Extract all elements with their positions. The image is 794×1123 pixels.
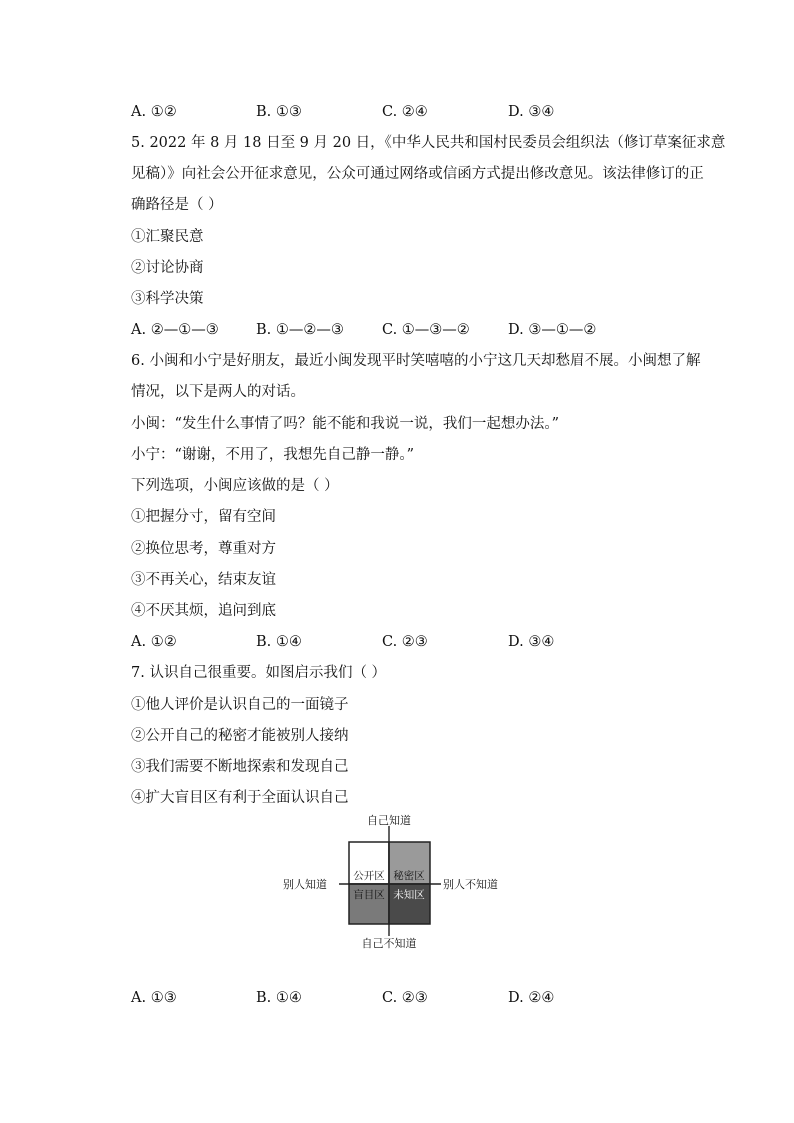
blind-area-label: 盲目区 <box>353 889 385 901</box>
q6-dialogue-1: 小闽：“发生什么事情了吗？能不能和我说一说，我们一起想办法。” <box>131 416 560 432</box>
q7-option-b[interactable]: B. ①④ <box>256 990 302 1006</box>
q5-item-2: ②讨论协商 <box>131 260 204 276</box>
q6-option-a[interactable]: A. ①② <box>131 634 177 650</box>
q6-dialogue-2: 小宁：“谢谢，不用了，我想先自己静一静。” <box>131 447 415 463</box>
top-axis-label: 自己知道 <box>367 814 411 827</box>
q7-option-d[interactable]: D. ②④ <box>508 990 555 1006</box>
right-axis-label: 别人不知道 <box>443 878 498 891</box>
q5-item-1: ①汇聚民意 <box>131 229 204 245</box>
left-axis-label: 别人知道 <box>283 878 327 891</box>
q5-option-a[interactable]: A. ②—①—③ <box>131 322 219 338</box>
q7-stem: 7. 认识自己很重要。如图启示我们（ ） <box>131 665 387 681</box>
public-area-label: 公开区 <box>353 870 385 882</box>
q6-item-2: ②换位思考，尊重对方 <box>131 541 276 557</box>
bottom-axis-label: 自己不知道 <box>361 937 417 950</box>
q5-option-d[interactable]: D. ③—①—② <box>508 322 597 338</box>
q6-stem-line-1: 6. 小闽和小宁是好朋友，最近小闽发现平时笑嘻嘻的小宁这几天却愁眉不展。小闽想了解 <box>131 353 701 369</box>
q5-options <box>131 320 651 340</box>
q6-option-b[interactable]: B. ①④ <box>256 634 302 650</box>
q7-option-a[interactable]: A. ①③ <box>131 990 177 1006</box>
johari-window-diagram <box>283 812 511 952</box>
q6-item-4: ④不厌其烦，追问到底 <box>131 603 276 619</box>
q5-stem-line-3: 确路径是（ ） <box>131 197 223 213</box>
q6-option-c[interactable]: C. ②③ <box>382 634 428 650</box>
johari-window-figure <box>283 812 511 952</box>
q4-option-d[interactable]: D. ③④ <box>508 104 555 120</box>
q4-option-a[interactable]: A. ①② <box>131 104 177 120</box>
q6-stem-line-2: 情况，以下是两人的对话。 <box>131 384 305 400</box>
q7-item-1: ①他人评价是认识自己的一面镜子 <box>131 697 349 713</box>
unknown-area-label: 未知区 <box>393 889 425 901</box>
q5-stem-line-1: 5. 2022 年 8 月 18 日至 9 月 20 日，《中华人民共和国村民委员会组织法（修订草案征求意 <box>131 135 726 151</box>
q7-item-4: ④扩大盲目区有利于全面认识自己 <box>131 790 349 806</box>
q4-option-c[interactable]: C. ②④ <box>382 104 428 120</box>
q4-options <box>131 102 651 122</box>
q7-option-c[interactable]: C. ②③ <box>382 990 428 1006</box>
q5-option-c[interactable]: C. ①—③—② <box>382 322 470 338</box>
q6-item-1: ①把握分寸，留有空间 <box>131 509 276 525</box>
q5-stem-line-2: 见稿）》向社会公开征求意见，公众可通过网络或信函方式提出修改意见。该法律修订的正 <box>131 166 704 182</box>
q7-item-2: ②公开自己的秘密才能被别人接纳 <box>131 728 349 744</box>
q7-options <box>131 988 651 1008</box>
q4-option-b[interactable]: B. ①③ <box>256 104 302 120</box>
q6-option-d[interactable]: D. ③④ <box>508 634 555 650</box>
secret-area-label: 秘密区 <box>393 870 425 882</box>
q6-item-3: ③不再关心，结束友谊 <box>131 572 276 588</box>
q5-option-b[interactable]: B. ①—②—③ <box>256 322 344 338</box>
q5-item-3: ③科学决策 <box>131 291 204 307</box>
q6-prompt: 下列选项，小闽应该做的是（ ） <box>131 478 339 494</box>
q6-options <box>131 632 651 652</box>
q7-item-3: ③我们需要不断地探索和发现自己 <box>131 759 349 775</box>
